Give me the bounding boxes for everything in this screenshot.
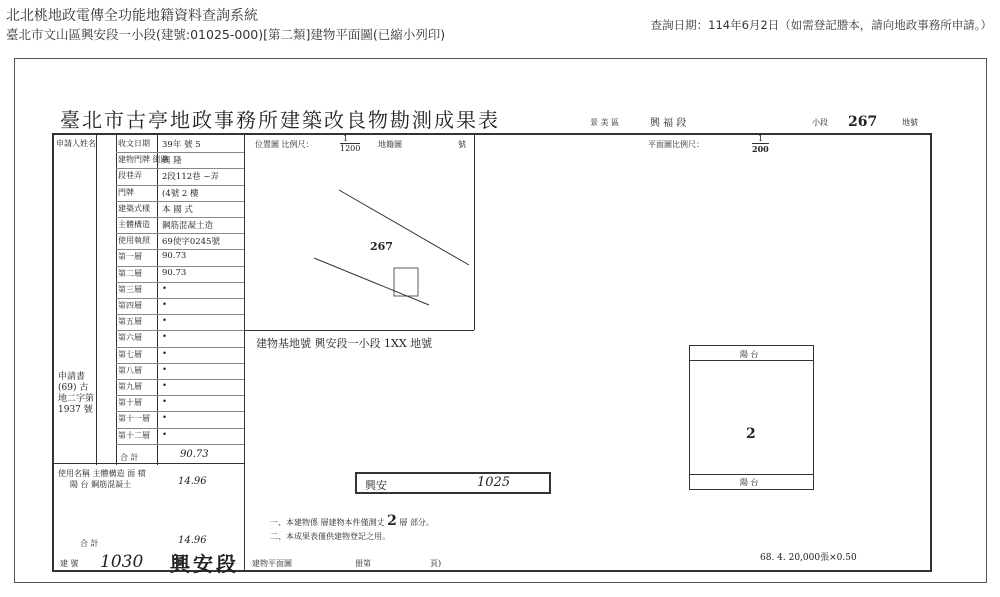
note-1-pre: 一、本建物係 (270, 518, 318, 527)
row-value: 90.73 (162, 267, 187, 278)
floor-scale-denominator: 200 (752, 144, 769, 154)
row-label: 建物門牌 街路 (118, 155, 169, 165)
location-scale-numerator: 1 (343, 134, 349, 143)
sub-total-value: 14.96 (178, 535, 207, 546)
row-label: 第三層 (118, 284, 142, 294)
bottom-prefix: 建 號 (60, 559, 79, 568)
note-2: 二、本成果表僅供建物登記之用。 (270, 532, 390, 541)
row-label: 第四層 (118, 301, 142, 310)
row-value: 90.73 (162, 251, 187, 262)
row-divider (116, 168, 244, 169)
row-divider (116, 233, 244, 234)
row-divider (116, 185, 244, 186)
bottom-suffix: 建物平面圖 (252, 559, 292, 568)
row-label: 收文日期 (118, 139, 150, 148)
row-divider (116, 444, 244, 445)
note-1-mid: 層建物本件僅測丈 (320, 518, 385, 527)
floor-scale-label: 平面圖比例尺： (648, 140, 704, 149)
floor-scale-numerator: 1 (758, 134, 764, 143)
row-value: • (162, 381, 168, 391)
row-label: 第八層 (118, 365, 142, 375)
row-divider (116, 298, 244, 299)
small-section-label: 小段 (812, 118, 828, 127)
row-value: (4號 2 樓 (162, 188, 199, 199)
application-number: 申請書 (69) 古地二字第 1937 號 (58, 372, 95, 415)
row-label: 第一層 (118, 252, 142, 262)
row-label: 第十層 (118, 398, 142, 408)
row-label: 段巷弄 (118, 171, 142, 181)
note-1-tail: 部分。 (409, 518, 434, 527)
balcony-top-label: 陽 台 (740, 350, 759, 359)
row-label: 門牌 (118, 187, 134, 197)
row-value: 興 隆 (162, 156, 182, 167)
row-divider (116, 217, 244, 218)
row-divider (116, 249, 244, 250)
balcony-line (690, 474, 813, 475)
sub-row-1: 陽 台 鋼筋混凝土 (70, 480, 132, 489)
row-value: 鋼筋混凝土造 (162, 221, 214, 231)
row-value: • (162, 348, 168, 359)
row-value: • (162, 397, 168, 408)
row-divider (116, 363, 244, 364)
bottom-sheet: 冊第 (355, 559, 371, 568)
floor-plan (689, 345, 814, 490)
row-label: 第七層 (118, 349, 142, 359)
bottom-page: 頁) (430, 559, 442, 568)
balcony-line (690, 360, 813, 361)
registration-stamp (355, 472, 551, 494)
row-value: • (162, 332, 168, 343)
lot-label-number: 1XX (384, 337, 407, 350)
lot-label-text: 建物基地號 興安段一小段 (256, 337, 381, 350)
row-divider (116, 395, 244, 396)
page-header (6, 6, 445, 44)
row-label: 第五層 (118, 317, 142, 327)
sub-value-1: 14.96 (178, 476, 207, 487)
row-label: 第十一層 (118, 414, 150, 424)
note-1 (270, 513, 434, 529)
row-label: 使用執照 (118, 236, 150, 246)
note-1-floor: 2 (387, 513, 397, 529)
total-label: 合 計 (120, 453, 139, 462)
map-divider (244, 330, 474, 331)
district-label: 景 美 區 (590, 118, 620, 127)
row-label: 第二層 (118, 268, 142, 278)
document-title: 臺北市古亭地政事務所建築改良物勘測成果表 (60, 108, 500, 132)
table-divider (52, 463, 244, 464)
row-value: • (162, 300, 168, 310)
row-value: 本 國 式 (162, 204, 193, 215)
row-divider (116, 152, 244, 153)
query-date: 查詢日期：114年6月2日（如需登記謄本，請向地政事務所申請。） (650, 18, 992, 32)
lot-label (256, 335, 432, 351)
location-scale-denominator: 1200 (340, 144, 361, 153)
row-value: • (162, 316, 168, 327)
row-divider (116, 266, 244, 267)
unit-number: 2 (746, 426, 756, 442)
location-map-end: 號 (458, 140, 466, 149)
note-1-post: 層 (399, 518, 408, 527)
lot-label-end: 地號 (410, 337, 433, 350)
location-map-label: 位置圖 比例尺： (255, 140, 314, 149)
row-divider (116, 347, 244, 348)
sub-total-label: 合 計 (80, 539, 99, 548)
row-label: 主體構造 (118, 220, 150, 229)
row-value: • (162, 413, 168, 424)
row-value: • (162, 283, 168, 294)
row-divider (116, 428, 244, 429)
lot-on-map: 267 (370, 240, 393, 253)
location-map-sketch (244, 150, 474, 330)
row-label: 第九層 (118, 382, 142, 391)
row-divider (116, 201, 244, 202)
lot-number: 267 (848, 114, 878, 130)
section-label: 興 福 段 (650, 118, 687, 129)
location-map-range: 地籍圖 (378, 140, 402, 149)
row-label: 建築式樣 (118, 203, 150, 213)
table-divider (96, 135, 97, 465)
bottom-section: 興安段 (170, 552, 239, 576)
print-info: 68. 4. 20,000張×0.50 (760, 553, 857, 563)
sub-header: 使用名稱 主體構造 面 積 (58, 469, 146, 478)
row-divider (116, 330, 244, 331)
row-label: 第十二層 (118, 430, 150, 440)
row-value: • (162, 364, 168, 375)
row-divider (116, 314, 244, 315)
stamp-text: 興安 (365, 479, 387, 492)
balcony-bottom-label: 陽 台 (740, 478, 759, 487)
row-value: 69使字0245號 (162, 237, 220, 248)
building-number: 1030 (100, 552, 144, 572)
row-value: 39年 號 5 (162, 140, 201, 150)
row-divider (116, 379, 244, 380)
applicant-label: 申請人姓名 (56, 139, 96, 148)
row-value: 2段112巷 ~弄 (162, 172, 219, 183)
document-subtitle: 臺北市文山區興安段一小段(建號:01025-000)[第二類]建物平面圖(已縮小列印) (6, 27, 446, 42)
row-label: 第六層 (118, 333, 142, 343)
stamp-number: 1025 (477, 475, 511, 490)
system-title: 北北桃地政電傳全功能地籍資料查詢系統 (6, 8, 258, 24)
row-divider (116, 411, 244, 412)
lot-suffix: 地號 (902, 118, 918, 127)
map-divider (474, 135, 475, 330)
total-value: 90.73 (180, 449, 209, 460)
row-divider (116, 282, 244, 283)
row-value: • (162, 429, 168, 440)
